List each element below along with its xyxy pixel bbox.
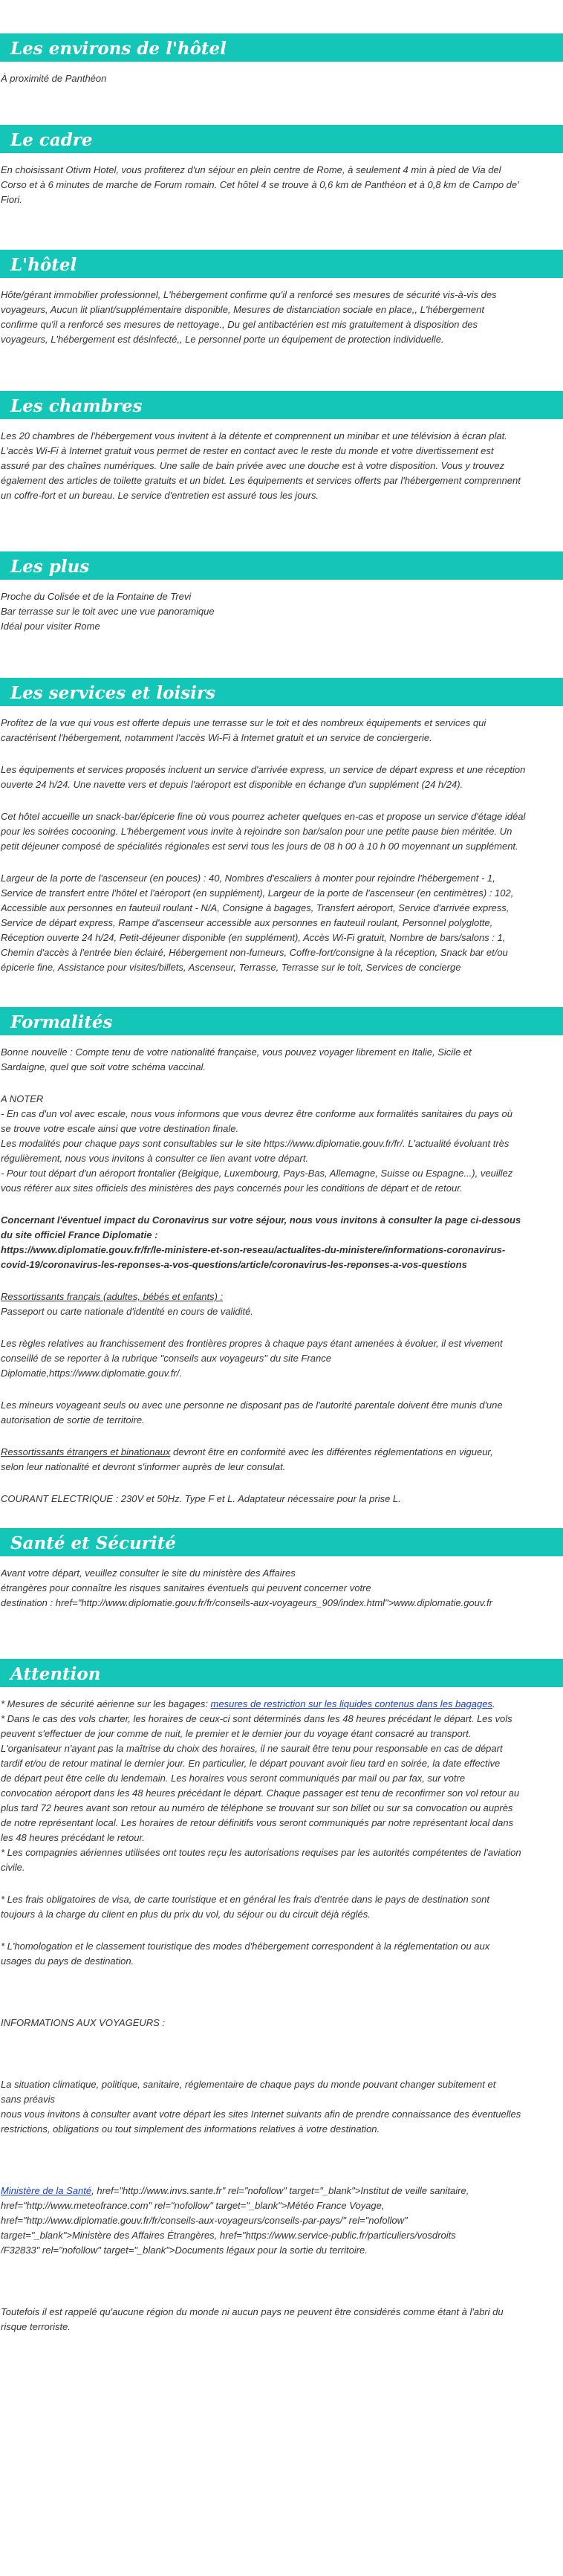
attention-charter-line: de départ peut être celle du lendemain. Les horaires vous seront communiqués par mail ou par fax, sur votre — [1, 1773, 466, 1784]
services-line: épicerie fine, Assistance pour visites/billets, Ascenseur, Terrasse, Terrasse sur le toit, Services de concierge — [1, 962, 461, 973]
section-title-hotel: L'hôtel — [10, 255, 77, 275]
sante-line: destination : href="http://www.diplomatie.gouv.fr/fr/conseils-aux-voyageurs_909/index.html">www.diplomatie.gouv.fr — [1, 1597, 492, 1608]
formalites-note-line: vous référer aux sites officiels des ministères des pays concernés pour les conditions de départ et de retour. — [1, 1182, 463, 1194]
formalites-mineurs-line: autorisation de sortie de territoire. — [1, 1414, 145, 1425]
sante-line: Avant votre départ, veuillez consulter le site du ministère des Affaires — [1, 1567, 296, 1579]
chambres-line: assuré par des chaînes numériques. Une salle de bain privée avec une douche est à votre disposition. Vous y trouvez — [1, 460, 505, 471]
formalites-intro-line: Bonne nouvelle : Compte tenu de votre nationalité française, vous pouvez voyager librement en Italie, Sicile et — [1, 1046, 472, 1058]
formalites-note-line: - Pour tout départ d'un aéroport frontalier (Belgique, Luxembourg, Pays-Bas, Allemagne, Suisse ou Espagne...), veuillez — [1, 1168, 513, 1179]
attention-terrorisme-line: Toutefois il est rappelé qu'aucune région du monde ni aucun pays ne peuvent être considérés comme étant à l'abri du — [1, 2306, 504, 2317]
etrangers-rest: devront être en conformité avec les différentes réglementations en vigueur, — [170, 1446, 493, 1457]
section-header-services — [0, 678, 563, 706]
section-title-chambres: Les chambres — [10, 396, 143, 416]
formalites-mineurs-line: Les mineurs voyageant seuls ou avec une personne ne disposant pas de l'autorité parentale doivent être munis d'une — [1, 1399, 503, 1411]
etrangers-label: Ressortissants étrangers et binationaux — [1, 1446, 171, 1457]
services-line: caractérisent l'hébergement, notamment l'accès Wi-Fi à Internet gratuit et un service de conciergerie. — [1, 732, 432, 743]
cadre-line: Corso et à 6 minutes de marche de Forum romain. Cet hôtel 4 se trouve à 0,6 km de Panthéon et à 0,8 km de Campo de' — [1, 179, 519, 190]
attention-situation-line: restrictions, obligations ou tout simplement des informations relatives à votre destination. — [1, 2123, 380, 2135]
services-line: Cet hôtel accueille un snack-bar/épicerie fine où vous pourrez acheter quelques en-cas et propose un service d'étage idéal — [1, 811, 526, 822]
cadre-line: En choisissant Otivm Hotel, vous profiterez d'un séjour en plein centre de Rome, à seulement 4 min à pied de Via del — [1, 164, 501, 175]
attention-frais-line: toujours à la charge du client en plus du prix du vol, du séjour ou du circuit déjà réglés. — [1, 1909, 371, 1920]
attention-charter-line: L'organisateur n'ayant pas la maîtrise du choix des horaires, il ne saurait être tenu pour responsable en cas de départ — [1, 1743, 503, 1754]
attention-homologation-line: * L'homologation et le classement touristique des modes d'hébergement correspondent à la réglementation ou aux — [1, 1941, 490, 1952]
formalites-corona-line: du site officiel France Diplomatie : — [1, 1229, 158, 1240]
formalites-corona-link[interactable]: https://www.diplomatie.gouv.fr/fr/le-ministere-et-son-reseau/actualites-du-ministere/informations-coronavirus- — [1, 1244, 506, 1255]
attention-ministere-line — [1, 2184, 562, 2198]
hotel-line: voyageurs, L'hébergement est désinfecté,, Le personnel porte un équipement de protection individuelle. — [1, 334, 444, 345]
chambres-line: un coffre-fort et un bureau. Le service d'entretien est assuré tous les jours. — [1, 490, 319, 501]
formalites-regles-line: Diplomatie,https://www.diplomatie.gouv.fr/. — [1, 1368, 182, 1379]
chambres-line: Les 20 chambres de l'hébergement vous invitent à la détente et comprennent un minibar et une télévision à écran plat. — [1, 430, 507, 441]
plus-line: Proche du Colisée et de la Fontaine de Trevi — [1, 591, 192, 602]
hotel-line: confirme qu'il a renforcé ses mesures de nettoyage., Du gel antibactérien est mis gratuitement à disposition des — [1, 319, 478, 330]
formalites-note-line: régulièrement, nous vous invitons à consulter ce lien avant votre départ. — [1, 1153, 309, 1164]
mesures-link[interactable]: mesures de restriction sur les liquides contenus dans les bagages — [210, 1698, 492, 1709]
services-line: Chemin d'accès à l'entrée bien éclairé, Hébergement non-fumeurs, Coffre-fort/consigne à la réception, Snack bar et/ou — [1, 947, 508, 958]
formalites-corona-line: Concernant l'éventuel impact du Coronavirus sur votre séjour, nous vous invitons à consulter la page ci-dessous — [1, 1214, 521, 1226]
attention-charter-line: peuvent s'effectuer de jour comme de nuit, le premier et le dernier jour du voyage étant consacré au transport. — [1, 1728, 472, 1739]
ressortissants-text: Passeport ou carte nationale d'identité en cours de validité. — [1, 1306, 253, 1317]
services-line: Profitez de la vue qui vous est offerte depuis une terrasse sur le toit et des nombreux équipements et services qui — [1, 717, 486, 728]
section-title-plus: Les plus — [10, 557, 90, 577]
section-title-attention: Attention — [10, 1664, 101, 1684]
attention-compagnies-line: * Les compagnies aériennes utilisées ont toutes reçu les autorisations requises par les autorités compétentes de l'aviation — [1, 1847, 521, 1858]
section-header-plus — [0, 551, 563, 580]
section-attention — [0, 1659, 563, 2576]
section-header-cadre — [0, 125, 563, 153]
section-header-environs — [0, 33, 563, 62]
attention-charter-line: convocation aéroport dans les 48 heures précédant le départ. Chaque passager est tenu de reconfirmer son vol retour au — [1, 1787, 520, 1799]
formalites-regles-line: Les règles relatives au franchissement des frontières propres à chaque pays étant amenées à évoluer, il est vivement — [1, 1338, 503, 1349]
section-header-formalites — [0, 1007, 563, 1035]
attention-terrorisme-line: risque terroriste. — [1, 2321, 71, 2332]
attention-charter-line: de notre représentant local. Les horaires de retour définitifs vous seront communiqués par notre représentant local dans — [1, 1817, 514, 1828]
chambres-line: également des articles de toilette gratuits et un bidet. Les équipements et services offerts par l'hébergement comprennent — [1, 475, 521, 486]
ministere-sante-link[interactable]: Ministère de la Santé — [1, 2185, 92, 2196]
formalites-etrangers-line2: selon leur nationalité et devront s'informer auprès de leur consulat. — [1, 1461, 286, 1472]
section-environs — [0, 33, 563, 93]
formalites-note-line: - En cas d'un vol avec escale, nous vous informons que vous devrez être conforme aux formalités sanitaires du pays où — [1, 1108, 512, 1119]
sante-line: étrangères pour connaître les risques sanitaires éventuels qui peuvent concerner votre — [1, 1582, 371, 1593]
section-header-chambres — [0, 391, 563, 419]
section-header-sante — [0, 1528, 563, 1556]
attention-mesures-line — [1, 1698, 562, 1711]
services-line: pour les soirées cocooning. L'hébergement vous invite à rejoindre son bar/salon pour une petite pause bien méritée. Un — [1, 826, 512, 837]
section-services — [0, 678, 563, 1020]
attention-compagnies-line: civile. — [1, 1862, 25, 1873]
section-chambres — [0, 391, 563, 525]
attention-charter-line: les 48 heures précédant le retour. — [1, 1832, 145, 1843]
attention-charter-line: plus tard 72 heures avant son retour au numéro de téléphone se trouvant sur son billet ou sur sa convocation ou auprès — [1, 1802, 513, 1813]
attention-charter-line: * Dans le cas des vols charter, les horaires de ceux-ci sont déterminés dans les 48 heures précédant le départ. Les vols — [1, 1713, 512, 1724]
mesures-prefix: * Mesures de sécurité aérienne sur les bagages: — [1, 1698, 211, 1709]
ministere-rest: , href="http://www.invs.sante.fr" rel="nofollow" target="_blank">Institut de veille sanitaire, — [91, 2185, 469, 2196]
services-line: ouverte 24 h/24. Une navette vers et depuis l'aéroport est disponible en échange d'un supplément (24 h/24). — [1, 779, 463, 790]
services-line: petit déjeuner composé de spécialités régionales est servi tous les jours de 08 h 00 à 10 h 00 moyennant un supplément. — [1, 841, 518, 852]
attention-charter-line: tardif et/ou de retour matinal le dernier jour. En particulier, le départ pouvant avoir lieu tard en soirée, la date effective — [1, 1758, 501, 1769]
attention-homologation-line: usages du pays de destination. — [1, 1955, 134, 1967]
plus-line: Idéal pour visiter Rome — [1, 621, 100, 632]
formalites-courant: COURANT ELECTRIQUE : 230V et 50Hz. Type F et L. Adaptateur nécessaire pour la prise L. — [1, 1493, 401, 1504]
cadre-line: Fiori. — [1, 194, 22, 205]
attention-infos-label: INFORMATIONS AUX VOYAGEURS : — [1, 2017, 166, 2028]
section-header-attention — [0, 1659, 563, 1687]
formalites-corona-link[interactable]: covid-19/coronavirus-les-reponses-a-vos-questions/article/coronavirus-les-reponses-a-vos-questions — [1, 1259, 467, 1270]
formalites-regles-line: conseillé de se reporter à la rubrique "conseils aux voyageurs" du site France — [1, 1353, 331, 1364]
formalites-note-line: A NOTER — [1, 1093, 44, 1104]
hotel-line: Hôte/gérant immobilier professionnel, L'hébergement confirme qu'il a renforcé ses mesures de sécurité vis-à-vis des — [1, 289, 497, 300]
services-line: Service de départ express, Rampe d'ascenseur accessible aux personnes en fauteuil roulant, Personnel polyglotte, — [1, 917, 493, 928]
section-title-services: Les services et loisirs — [10, 683, 215, 703]
section-title-cadre: Le cadre — [10, 130, 93, 150]
hotel-line: voyageurs, Aucun lit pliant/supplémentaire disponible, Mesures de distanciation sociale en place,, L'hébergement — [1, 304, 484, 315]
attention-links-line: target="_blank">Ministère des Affaires Étrangères, href="https://www.service-public.fr/particuliers/vosdroits — [1, 2230, 456, 2241]
section-formalites — [0, 1007, 563, 1594]
attention-links-line: href="http://www.meteofrance.com" rel="nofollow" target="_blank">Météo France Voyage, — [1, 2200, 385, 2211]
formalites-note-line: Les modalités pour chaque pays sont consultables sur le site https://www.diplomatie.gouv.fr/fr/. L'actualité évoluant très — [1, 1138, 510, 1149]
formalites-intro-line: Sardaigne, quel que soit votre schéma vaccinal. — [1, 1061, 206, 1072]
section-cadre — [0, 125, 563, 229]
section-plus — [0, 551, 563, 648]
attention-situation-line: La situation climatique, politique, sanitaire, réglementaire de chaque pays du monde pouvant changer subitement et — [1, 2079, 496, 2090]
services-line: Les équipements et services proposés incluent un service d'arrivée express, un service de départ express et une réception — [1, 764, 526, 775]
section-hotel — [0, 250, 563, 369]
section-sante — [0, 1528, 563, 1632]
ressortissants-label: Ressortissants français (adultes, bébés et enfants) : — [1, 1291, 224, 1302]
attention-frais-line: * Les frais obligatoires de visa, de carte touristique et en général les frais d'entrée dans le pays de destination sont — [1, 1894, 489, 1905]
section-title-sante: Santé et Sécurité — [10, 1533, 176, 1553]
chambres-line: L'accès Wi-Fi à Internet gratuit vous permet de rester en contact avec le reste du monde et votre divertissement est — [1, 445, 494, 456]
section-header-hotel — [0, 250, 563, 278]
services-line: Largeur de la porte de l'ascenseur (en pouces) : 40, Nombres d'escaliers à monter pour rejoindre l'hébergement - 1, — [1, 873, 495, 884]
attention-situation-line: sans préavis — [1, 2094, 55, 2105]
formalites-etrangers-line — [1, 1446, 562, 1459]
mesures-suffix: . — [492, 1698, 495, 1709]
section-title-environs: Les environs de l'hôtel — [10, 39, 227, 59]
section-title-formalites: Formalités — [10, 1012, 113, 1032]
services-line: Accessible aux personnes en fauteuil roulant - N/A, Consigne à bagages, Transfert aéroport, Service d'arrivée express, — [1, 902, 510, 913]
attention-links-line: href="http://www.diplomatie.gouv.fr/fr/conseils-aux-voyageurs/conseils-par-pays/" rel="nofollow" — [1, 2215, 408, 2226]
environs-line: À proximité de Panthéon — [1, 73, 107, 84]
plus-line: Bar terrasse sur le toit avec une vue panoramique — [1, 606, 215, 617]
attention-links-line: /F32833" rel="nofollow" target="_blank">Documents légaux pour la sortie du territoire. — [1, 2245, 368, 2256]
services-line: Réception ouverte 24 h/24, Petit-déjeuner disponible (en supplément), Accès Wi-Fi gratuit, Nombre de bars/salons : 1, — [1, 932, 506, 943]
attention-situation-line: nous vous invitons à consulter avant votre départ les sites Internet suivants afin de prendre connaissance des éventuelles — [1, 2109, 521, 2120]
formalites-note-line: se trouve votre escale ainsi que votre destination finale. — [1, 1123, 239, 1134]
services-line: Service de transfert entre l'hôtel et l'aéroport (en supplément), Largeur de la porte de l'ascenseur (en centimètres) : 102, — [1, 887, 514, 899]
